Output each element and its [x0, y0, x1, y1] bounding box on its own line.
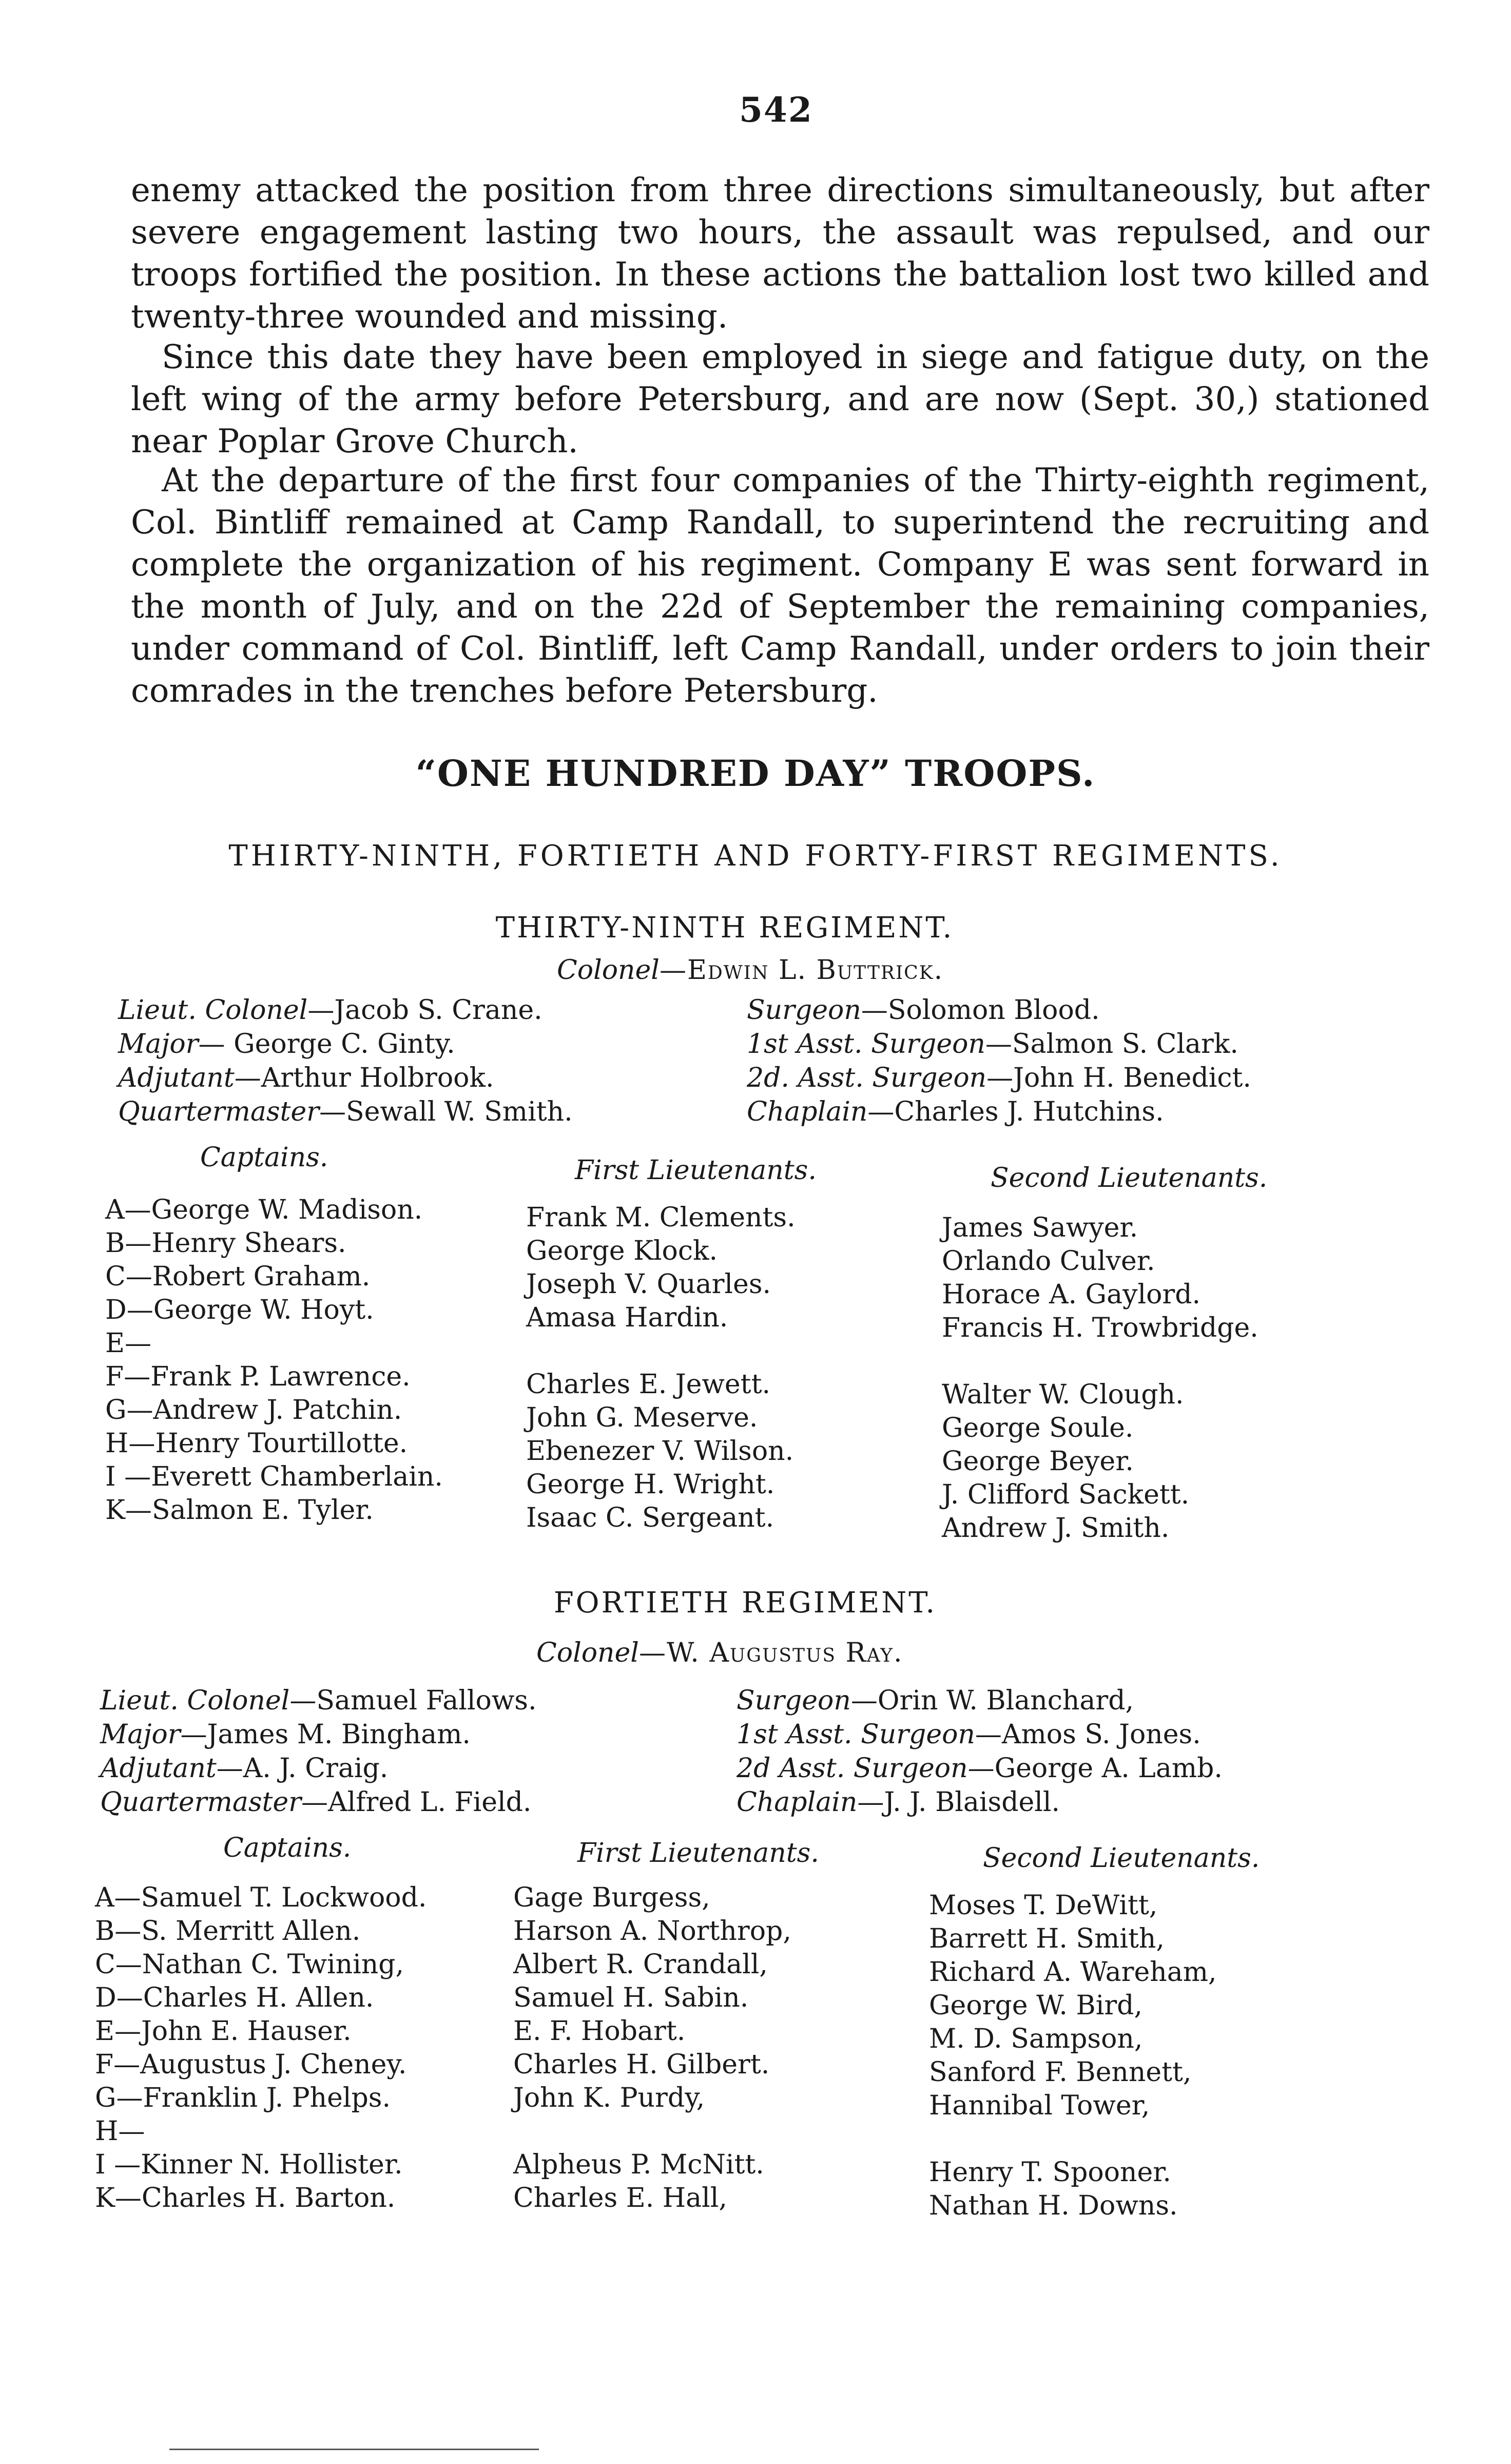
colonel-label: Colonel: [536, 1638, 639, 1668]
list-item: A—Samuel T. Lockwood.: [95, 1882, 427, 1913]
staff-role: Chaplain: [747, 1096, 868, 1127]
regiment-39-first-lieutenants-list: [526, 1201, 796, 1535]
staff-role: Lieut. Colonel: [100, 1685, 290, 1716]
staff-entry: [747, 1095, 1251, 1129]
staff-name: —Salmon S. Clark.: [985, 1029, 1238, 1060]
list-item: D—George W. Hoyt.: [105, 1295, 374, 1325]
list-item: Moses T. DeWitt,: [929, 1890, 1158, 1921]
staff-entry: [118, 1027, 573, 1061]
list-item: John G. Meserve.: [526, 1402, 758, 1433]
staff-role: 1st Asst. Surgeon: [747, 1029, 985, 1060]
regiment-39-staff-left: [118, 993, 573, 1129]
list-item: James Sawyer.: [942, 1212, 1138, 1243]
staff-entry: [118, 993, 573, 1027]
staff-role: 2d. Asst. Surgeon: [747, 1063, 987, 1093]
list-item: Orlando Culver.: [942, 1246, 1155, 1277]
paragraph-2: Since this date they have been employed in siege and fatigue duty, on the left wing of the army before Petersburg, and are now (Sept. 30,) stationed near Poplar Grove Church.: [131, 338, 1429, 460]
staff-name: —Solomon Blood.: [861, 995, 1100, 1026]
list-item: I —Kinner N. Hollister.: [95, 2149, 403, 2180]
footer-rule: [169, 2449, 539, 2450]
staff-name: —A. J. Craig.: [216, 1753, 389, 1784]
list-item: Nathan H. Downs.: [929, 2190, 1178, 2221]
list-item: K—Salmon E. Tyler.: [105, 1495, 374, 1526]
list-item: Ebenezer V. Wilson.: [526, 1436, 794, 1467]
list-item: Charles E. Jewett.: [526, 1369, 770, 1400]
staff-entry: [737, 1751, 1223, 1785]
list-item: J. Clifford Sackett.: [942, 1479, 1190, 1510]
regiment-40-staff-right: [737, 1684, 1223, 1819]
list-item: H—: [95, 2116, 145, 2147]
regiment-39-staff-right: [747, 993, 1251, 1129]
list-item: Amasa Hardin.: [526, 1302, 728, 1333]
list-item: A—George W. Madison.: [105, 1195, 423, 1225]
staff-name: —Sewall W. Smith.: [319, 1096, 573, 1127]
staff-role: Surgeon: [747, 995, 861, 1026]
regiment-40-staff-left: [100, 1684, 537, 1819]
staff-entry: [747, 1027, 1251, 1061]
column-head-captains: Captains.: [200, 1142, 328, 1173]
list-item: Joseph V. Quarles.: [526, 1269, 771, 1300]
staff-role: Lieut. Colonel: [118, 995, 308, 1026]
staff-entry: [747, 1061, 1251, 1095]
staff-role: Chaplain: [737, 1787, 858, 1818]
list-item: Charles E. Hall,: [513, 2183, 727, 2213]
regiment-40-title: FORTIETH REGIMENT.: [553, 1586, 937, 1620]
colonel-label: Colonel: [557, 955, 660, 986]
list-item: D—Charles H. Allen.: [95, 1982, 374, 2013]
list-item: George H. Wright.: [526, 1469, 775, 1500]
colonel-name: —Edwin L. Buttrick.: [659, 955, 944, 986]
list-item: M. D. Sampson,: [929, 2024, 1143, 2054]
list-item: C—Robert Graham.: [105, 1261, 371, 1292]
regiment-40-captains-list: [95, 1881, 427, 2215]
list-item: Barrett H. Smith,: [929, 1923, 1165, 1954]
staff-name: —Jacob S. Crane.: [307, 995, 543, 1026]
list-item: F—Frank P. Lawrence.: [105, 1361, 411, 1392]
staff-name: —Orin W. Blanchard,: [850, 1685, 1134, 1716]
staff-name: —George A. Lamb.: [967, 1753, 1223, 1784]
list-item: F—Augustus J. Cheney.: [95, 2049, 407, 2080]
list-item: Henry T. Spooner.: [929, 2157, 1171, 2188]
list-item: Andrew J. Smith.: [942, 1513, 1170, 1544]
list-item: C—Nathan C. Twining,: [95, 1949, 404, 1980]
list-item: Frank M. Clements.: [526, 1202, 796, 1233]
list-item: Harson A. Northrop,: [513, 1916, 791, 1947]
column-head-second-lieutenants: Second Lieutenants.: [991, 1163, 1268, 1194]
list-item: E—: [105, 1328, 151, 1359]
regiment-40-colonel: [536, 1638, 903, 1668]
regiment-40-first-lieutenants-list: [513, 1881, 791, 2215]
staff-role: 1st Asst. Surgeon: [737, 1719, 975, 1750]
list-item: Sanford F. Bennett,: [929, 2057, 1192, 2088]
regiment-40-second-lieutenants-list: [929, 1889, 1217, 2223]
list-item: John K. Purdy,: [513, 2083, 705, 2113]
staff-name: —James M. Bingham.: [180, 1719, 471, 1750]
list-item: E—John E. Hauser.: [95, 2016, 352, 2047]
staff-name: — George C. Ginty.: [198, 1029, 455, 1060]
section-subheading: THIRTY-NINTH, FORTIETH AND FORTY-FIRST REGIMENTS.: [228, 839, 1283, 873]
section-heading: “ONE HUNDRED DAY” TROOPS.: [415, 752, 1096, 795]
column-head-first-lieutenants: First Lieutenants.: [575, 1155, 817, 1186]
list-item: Hannibal Tower,: [929, 2090, 1150, 2121]
list-item: Richard A. Wareham,: [929, 1957, 1217, 1988]
staff-name: —Samuel Fallows.: [289, 1685, 537, 1716]
column-head-second-lieutenants: Second Lieutenants.: [983, 1843, 1260, 1874]
list-item: Albert R. Crandall,: [513, 1949, 768, 1980]
list-item: George W. Bird,: [929, 1990, 1142, 2021]
paragraph-1: enemy attacked the position from three directions simultaneously, but after severe engagement lasting two hours, the assault was repulsed, and our troops fortified the position. In these actions the battalion lost two killed and twenty-three wounded and missing.: [131, 171, 1429, 336]
list-item: Francis H. Trowbridge.: [942, 1313, 1258, 1343]
list-item: G—Andrew J. Patchin.: [105, 1395, 402, 1426]
staff-entry: [747, 993, 1251, 1027]
staff-name: —John H. Benedict.: [986, 1063, 1251, 1093]
paragraph-3: At the departure of the first four companies of the Thirty-eighth regiment, Col. Bintliff remained at Camp Randall, to superintend the recruiting and complete the organization of his regiment. Company E was sent forward in the month of July, and on the 22d of September the remaining companies, under command of Col. Bintliff, left Camp Randall, under orders to join their comrades in the trenches before Petersburg.: [131, 461, 1429, 710]
staff-entry: [118, 1061, 573, 1095]
list-item: Isaac C. Sergeant.: [526, 1503, 774, 1533]
column-head-captains: Captains.: [223, 1833, 352, 1863]
list-item: Horace A. Gaylord.: [942, 1279, 1201, 1310]
list-item: [929, 2123, 1217, 2156]
column-head-first-lieutenants: First Lieutenants.: [577, 1838, 819, 1869]
list-item: Walter W. Clough.: [942, 1379, 1184, 1410]
staff-role: Surgeon: [737, 1685, 851, 1716]
list-item: [942, 1345, 1258, 1378]
list-item: K—Charles H. Barton.: [95, 2183, 396, 2213]
staff-entry: [118, 1095, 573, 1129]
list-item: [526, 1335, 796, 1368]
regiment-39-title: THIRTY-NINTH REGIMENT.: [495, 911, 954, 945]
staff-entry: [737, 1684, 1223, 1718]
list-item: Charles H. Gilbert.: [513, 2049, 770, 2080]
list-item: B—S. Merritt Allen.: [95, 1916, 361, 1947]
staff-entry: [737, 1718, 1223, 1751]
list-item: G—Franklin J. Phelps.: [95, 2083, 391, 2113]
list-item: George Klock.: [526, 1236, 718, 1266]
staff-entry: [100, 1684, 537, 1718]
staff-name: —J. J. Blaisdell.: [857, 1787, 1060, 1818]
staff-role: 2d Asst. Surgeon: [737, 1753, 968, 1784]
staff-role: Major: [118, 1029, 199, 1060]
list-item: George Beyer.: [942, 1446, 1134, 1477]
staff-entry: [737, 1785, 1223, 1819]
list-item: H—Henry Tourtillotte.: [105, 1428, 408, 1459]
staff-name: —Arthur Holbrook.: [234, 1063, 494, 1093]
staff-name: —Alfred L. Field.: [301, 1787, 532, 1818]
staff-role: Quartermaster: [100, 1787, 302, 1818]
regiment-39-colonel: [557, 955, 943, 986]
staff-entry: [100, 1785, 537, 1819]
staff-role: Adjutant: [100, 1753, 217, 1784]
staff-name: —Amos S. Jones.: [975, 1719, 1201, 1750]
staff-entry: [100, 1751, 537, 1785]
regiment-39-second-lieutenants-list: [942, 1211, 1258, 1545]
list-item: Gage Burgess,: [513, 1882, 710, 1913]
staff-role: Adjutant: [118, 1063, 235, 1093]
list-item: George Soule.: [942, 1413, 1134, 1443]
list-item: E. F. Hobart.: [513, 2016, 686, 2047]
staff-role: Quartermaster: [118, 1096, 320, 1127]
list-item: Samuel H. Sabin.: [513, 1982, 749, 2013]
staff-entry: [100, 1718, 537, 1751]
page-number: 542: [739, 90, 813, 130]
regiment-39-captains-list: [105, 1194, 443, 1527]
staff-name: —Charles J. Hutchins.: [867, 1096, 1164, 1127]
list-item: Alpheus P. McNitt.: [513, 2149, 764, 2180]
colonel-name: —W. Augustus Ray.: [638, 1638, 903, 1668]
list-item: I —Everett Chamberlain.: [105, 1461, 443, 1492]
list-item: B—Henry Shears.: [105, 1228, 346, 1259]
staff-role: Major: [100, 1719, 181, 1750]
list-item: [513, 2115, 791, 2148]
